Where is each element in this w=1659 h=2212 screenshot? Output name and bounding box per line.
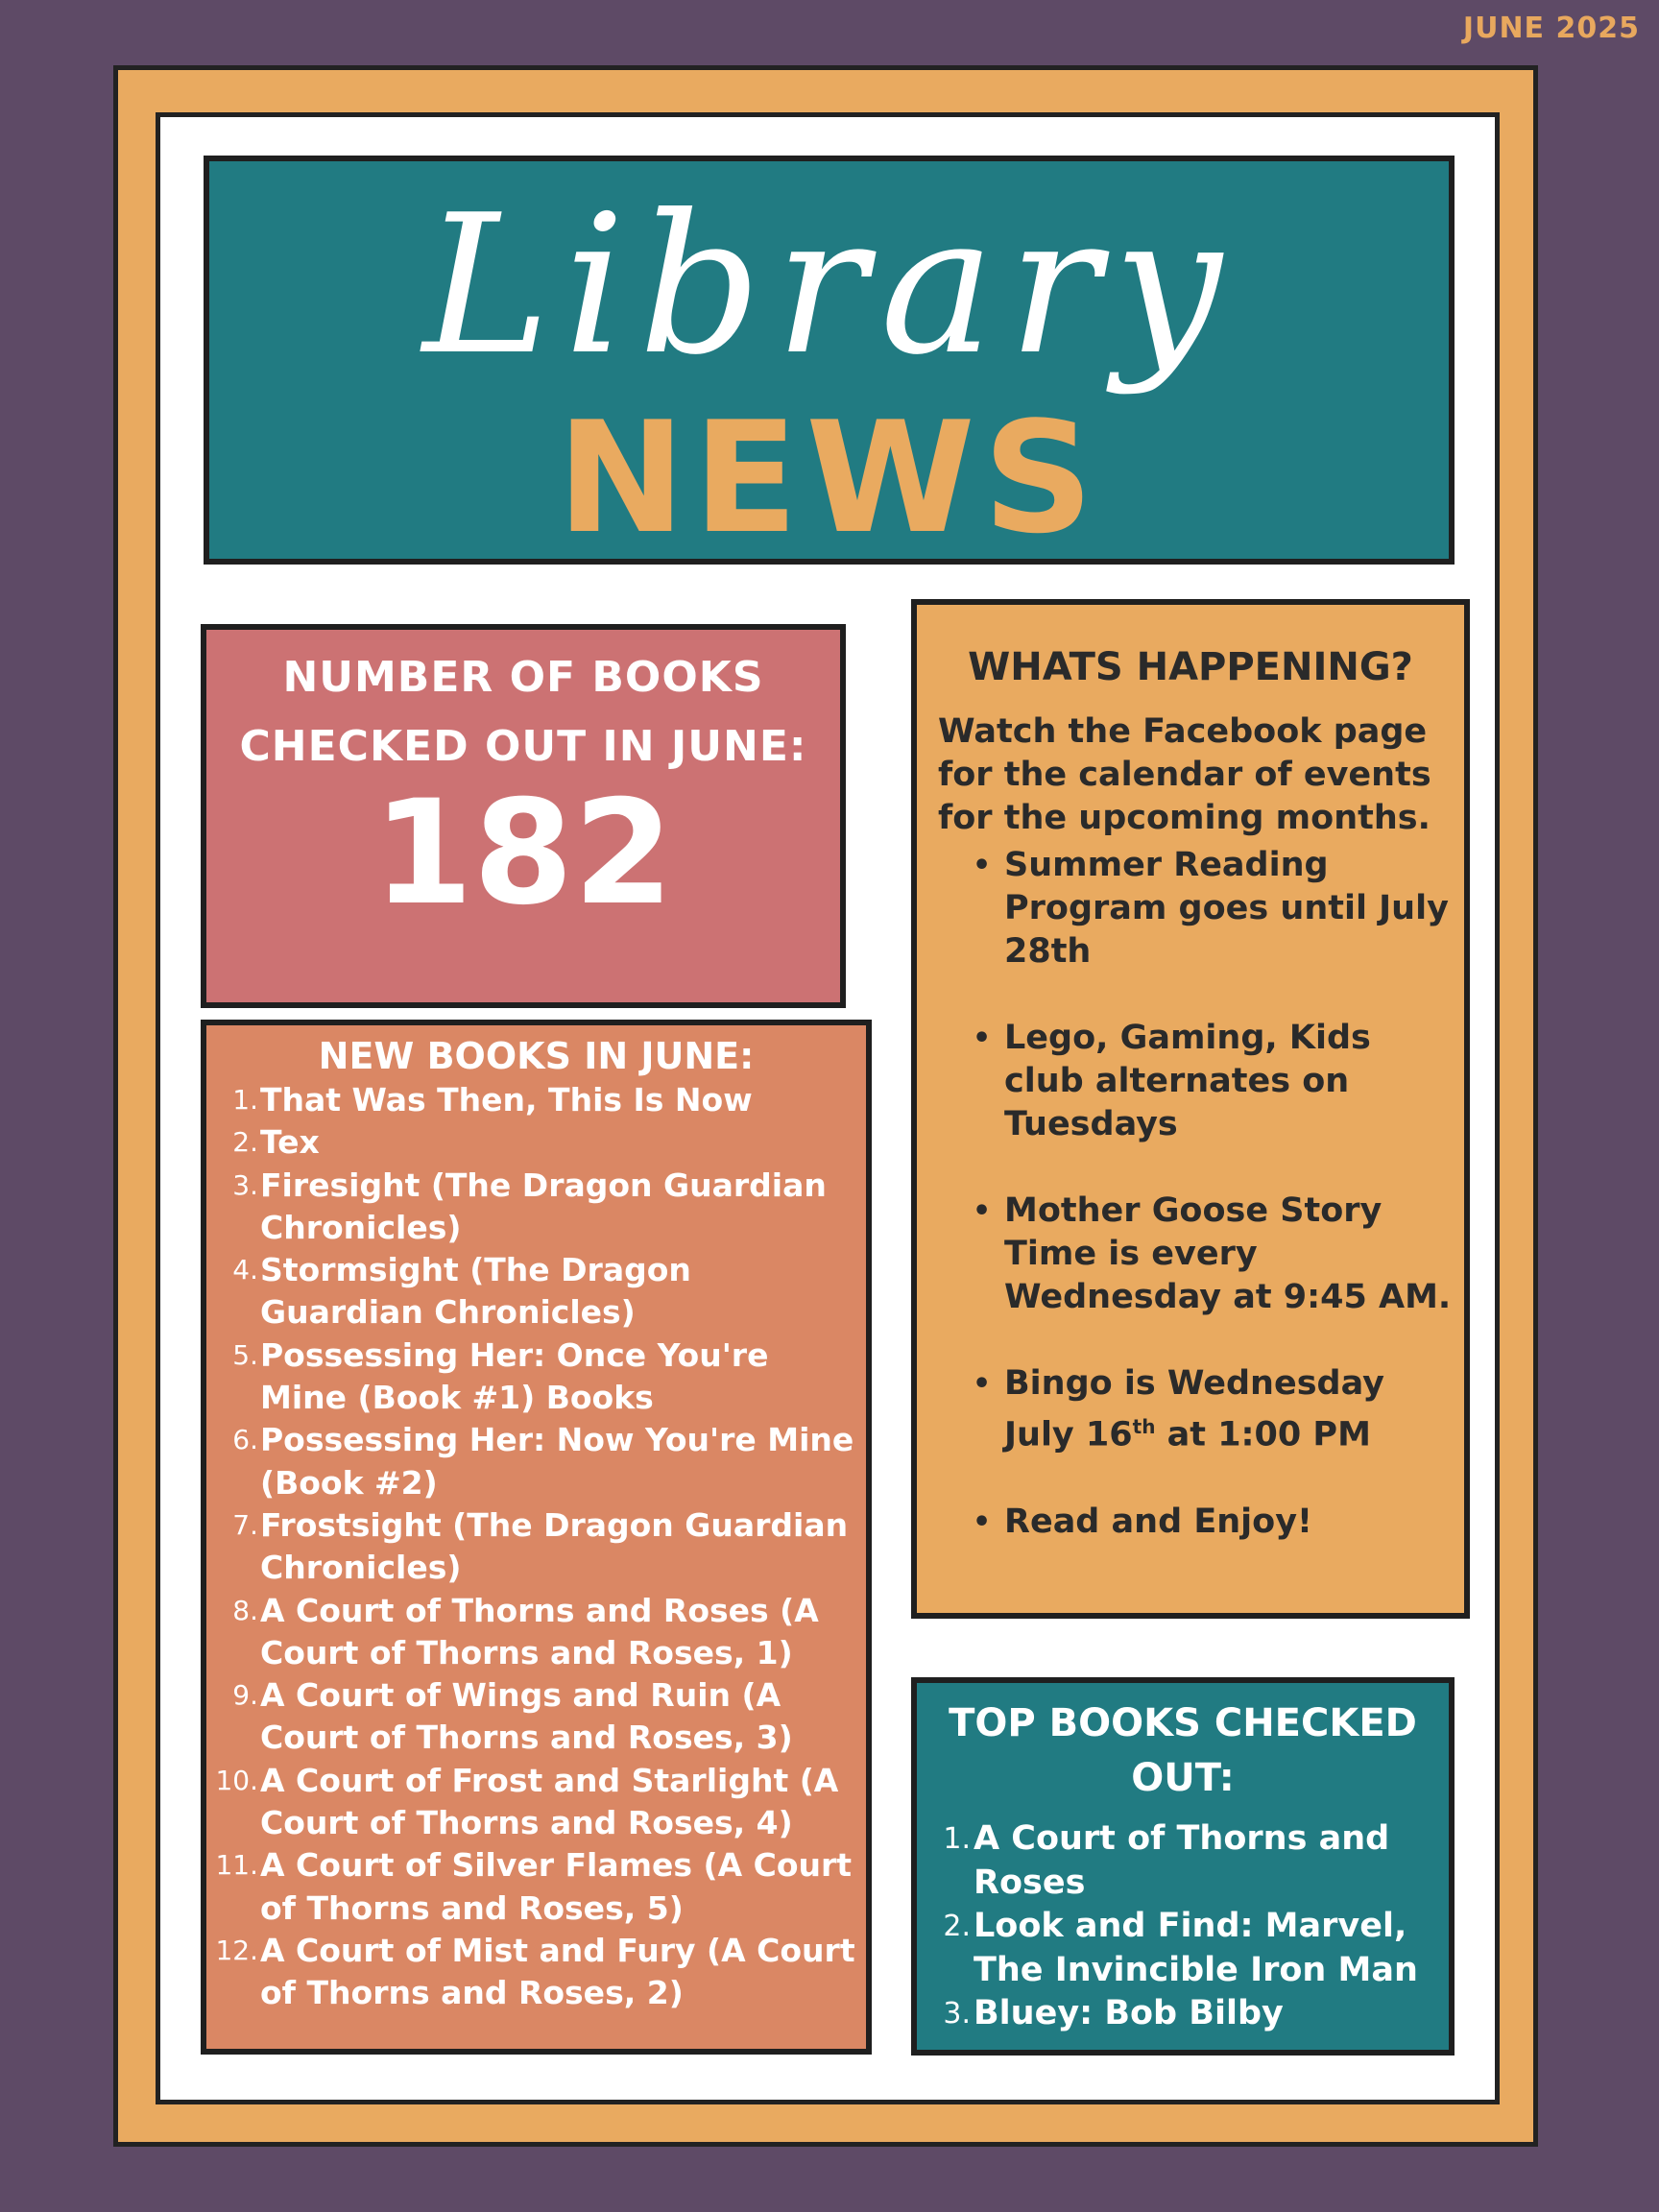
whats-happening-title: WHATS HAPPENING? xyxy=(968,645,1413,689)
event-item: • Bingo is Wednesday July 16th at 1:00 PM xyxy=(973,1364,1384,1455)
top-books-box xyxy=(911,1677,1455,2056)
list-item: 9. A Court of Wings and Ruin (A Court of Thorns and Roses, 3) xyxy=(232,1676,793,1757)
event-item: • Mother Goose Story Time is every Wednesday at 9:45 AM. xyxy=(973,1191,1452,1316)
new-books-box xyxy=(201,1020,872,2055)
list-item: 3. Bluey: Bob Bilby xyxy=(943,1994,1284,2032)
checked-out-label: NUMBER OF BOOKS CHECKED OUT IN JUNE: xyxy=(239,653,807,771)
new-books-title: NEW BOOKS IN JUNE: xyxy=(318,1035,755,1077)
list-item: 4. Stormsight (The Dragon Guardian Chronicles) xyxy=(232,1251,691,1332)
bullet-icon: • xyxy=(973,1194,992,1228)
list-item: 12. A Court of Mist and Fury (A Court of Thorns and Roses, 2) xyxy=(215,1931,855,2012)
events-list xyxy=(917,844,1464,1544)
list-item: 5. Possessing Her: Once You're Mine (Book #1) Books xyxy=(232,1335,769,1417)
bullet-icon: • xyxy=(973,1504,992,1539)
bullet-icon: • xyxy=(973,1367,992,1401)
list-item: 2. Look and Find: Marvel, The Invincible Iron Man xyxy=(943,1907,1418,1989)
checked-out-count: 182 xyxy=(373,770,674,937)
top-books-title: TOP BOOKS CHECKED OUT: xyxy=(949,1701,1417,1800)
list-item: 3. Firesight (The Dragon Guardian Chronicles) xyxy=(232,1166,827,1246)
list-item: 6. Possessing Her: Now You're Mine (Book #2) xyxy=(232,1421,854,1502)
masthead-news-title: NEWS xyxy=(557,388,1101,567)
event-item: • Lego, Gaming, Kids club alternates on Tuesdays xyxy=(973,1019,1371,1143)
issue-date: JUNE 2025 xyxy=(1462,12,1640,45)
new-books-list xyxy=(206,1079,866,2015)
masthead-script-title: Library xyxy=(422,174,1236,397)
list-item: 7. Frostsight (The Dragon Guardian Chronicles) xyxy=(232,1505,849,1587)
event-item: • Read and Enjoy! xyxy=(917,1501,1464,1544)
list-item: 1. That Was Then, This Is Now xyxy=(232,1081,753,1118)
list-item: 1. A Court of Thorns and Roses xyxy=(943,1819,1390,1902)
bullet-icon: • xyxy=(973,1022,992,1055)
checked-out-count-box xyxy=(201,624,846,1008)
whats-happening-box xyxy=(911,599,1470,1619)
list-item: 10. A Court of Frost and Starlight (A Court of Thorns and Roses, 4) xyxy=(215,1761,839,1842)
list-item: 8. A Court of Thorns and Roses (A Court of Thorns and Roses, 1) xyxy=(232,1591,819,1671)
list-item: 11. A Court of Silver Flames (A Court of Thorns and Roses, 5) xyxy=(215,1846,853,1927)
whats-happening-intro: Watch the Facebook page for the calendar of events for the upcoming months. xyxy=(938,712,1431,837)
list-item: 2. Tex xyxy=(232,1123,320,1162)
bullet-icon: • xyxy=(973,849,992,882)
event-item: • Summer Reading Program goes until July 28th xyxy=(973,846,1449,971)
top-books-list xyxy=(917,1817,1449,2036)
masthead xyxy=(204,156,1455,565)
